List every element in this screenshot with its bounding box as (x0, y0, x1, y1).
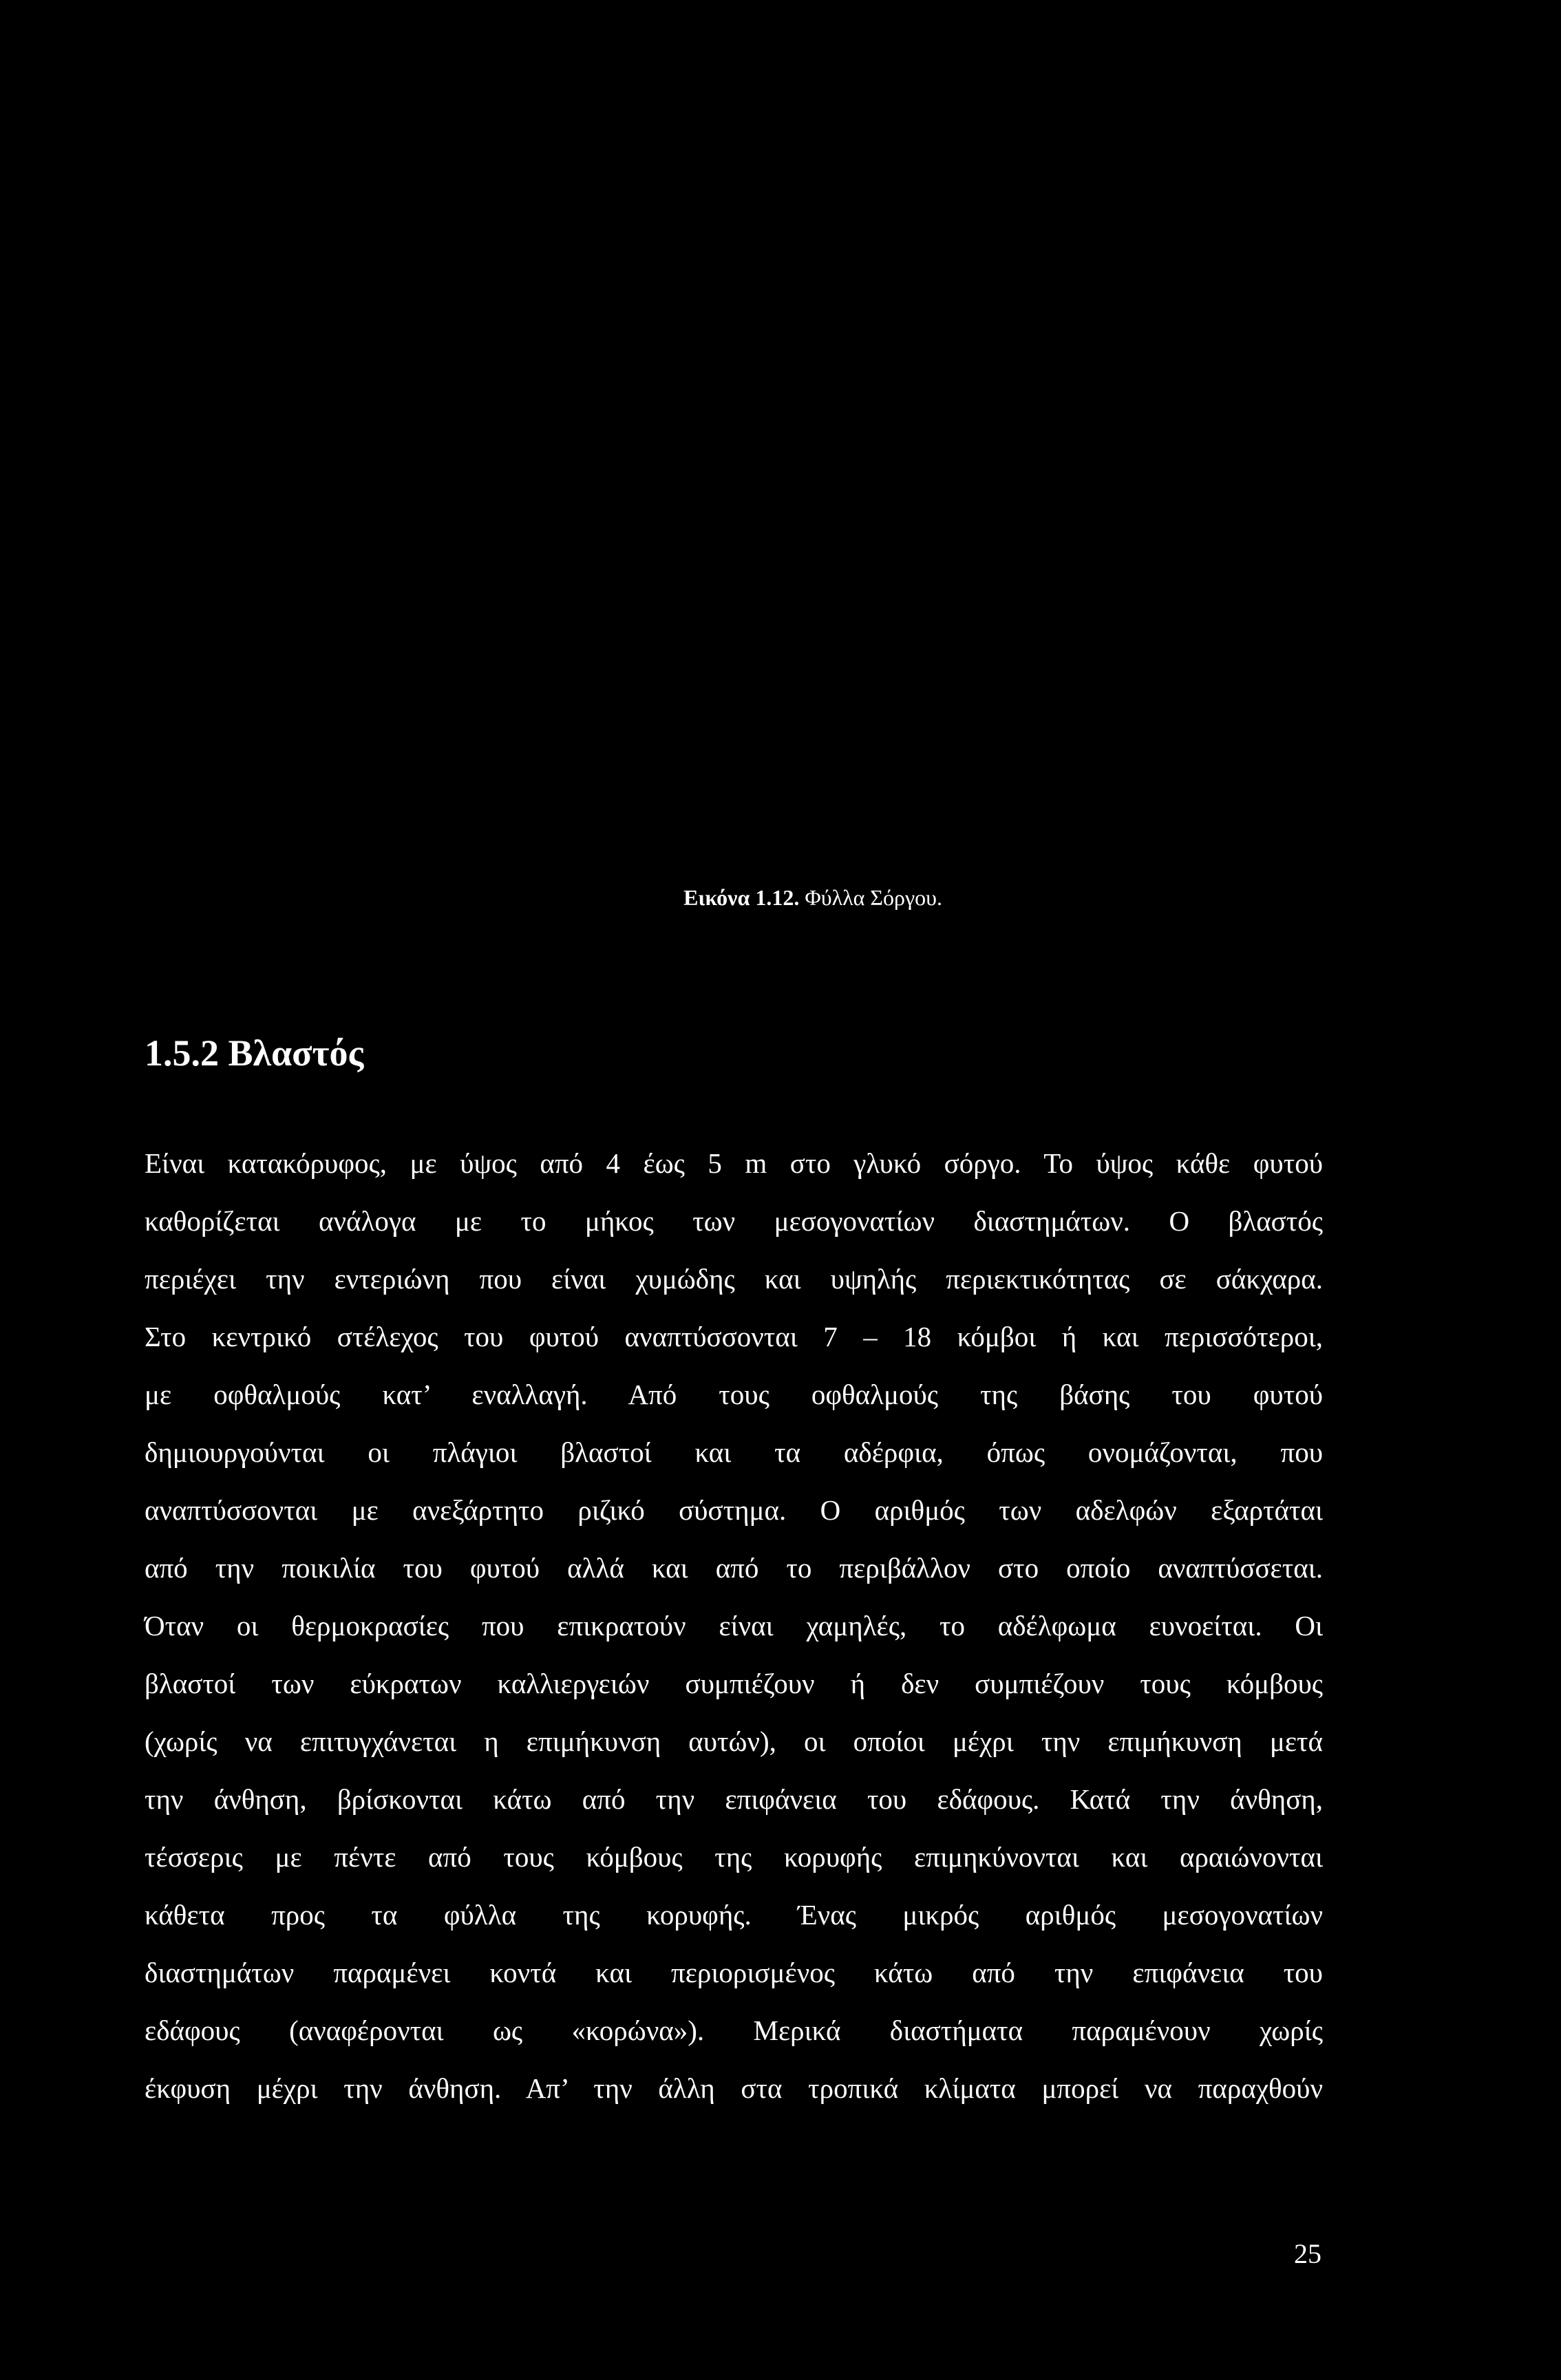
paragraph-line: περιέχει την εντεριώνη που είναι χυμώδης και υψηλής περιεκτικότητας σε σάκχαρα. (145, 1263, 1323, 1295)
paragraph-line: κάθετα προς τα φύλλα της κορυφής. Ένας μικρός αριθμός μεσογονατίων (145, 1899, 1323, 1931)
figure-caption (0, 878, 1561, 917)
page-number: 25 (1294, 2238, 1321, 2269)
paragraph-line: καθορίζεται ανάλογα με το μήκος των μεσογονατίων διαστημάτων. Ο βλαστός (145, 1205, 1323, 1237)
paragraph-line: τέσσερις με πέντε από τους κόμβους της κορυφής επιμηκύνονται και αραιώνονται (145, 1841, 1323, 1873)
section-heading: 1.5.2 Βλαστός (145, 1032, 364, 1074)
caption-text: Φύλλα Σόργου. (805, 885, 942, 910)
body-paragraph (145, 1134, 1323, 2117)
paragraph-line: αναπτύσσονται με ανεξάρτητο ριζικό σύστημα. Ο αριθμός των αδελφών εξαρτάται (145, 1494, 1323, 1526)
paragraph-line: Είναι κατακόρυφος, με ύψος από 4 έως 5 m στο γλυκό σόργο. Το ύψος κάθε φυτού (145, 1147, 1323, 1179)
paragraph-line: με οφθαλμούς κατ’ εναλλαγή. Από τους οφθαλμούς της βάσης του φυτού (145, 1379, 1323, 1410)
paragraph-line: δημιουργούνται οι πλάγιοι βλαστοί και τα αδέρφια, όπως ονομάζονται, που (145, 1436, 1323, 1468)
paragraph-line: Όταν οι θερμοκρασίες που επικρατούν είναι χαμηλές, το αδέλφωμα ευνοείται. Οι (145, 1610, 1323, 1641)
figure-image-area (0, 0, 1561, 853)
paragraph-line: εδάφους (αναφέρονται ως «κορώνα»). Μερικά διαστήματα παραμένουν χωρίς (145, 2015, 1323, 2046)
paragraph-line: την άνθηση, βρίσκονται κάτω από την επιφάνεια του εδάφους. Κατά την άνθηση, (145, 1783, 1323, 1815)
paragraph-line: (χωρίς να επιτυγχάνεται η επιμήκυνση αυτών), οι οποίοι μέχρι την επιμήκυνση μετά (145, 1725, 1323, 1757)
caption-label: Εικόνα 1.12. (683, 885, 800, 910)
paragraph-line: διαστημάτων παραμένει κοντά και περιορισμένος κάτω από την επιφάνεια του (145, 1957, 1323, 1988)
paragraph-line: έκφυση μέχρι την άνθηση. Απ’ την άλλη στα τροπικά κλίματα μπορεί να παραχθούν (145, 2072, 1323, 2104)
paragraph-line: βλαστοί των εύκρατων καλλιεργειών συμπιέζουν ή δεν συμπιέζουν τους κόμβους (145, 1668, 1323, 1699)
paragraph-line: Στο κεντρικό στέλεχος του φυτού αναπτύσσονται 7 – 18 κόμβοι ή και περισσότεροι, (145, 1321, 1323, 1352)
paragraph-line: από την ποικιλία του φυτού αλλά και από το περιβάλλον στο οποίο αναπτύσσεται. (145, 1552, 1323, 1584)
